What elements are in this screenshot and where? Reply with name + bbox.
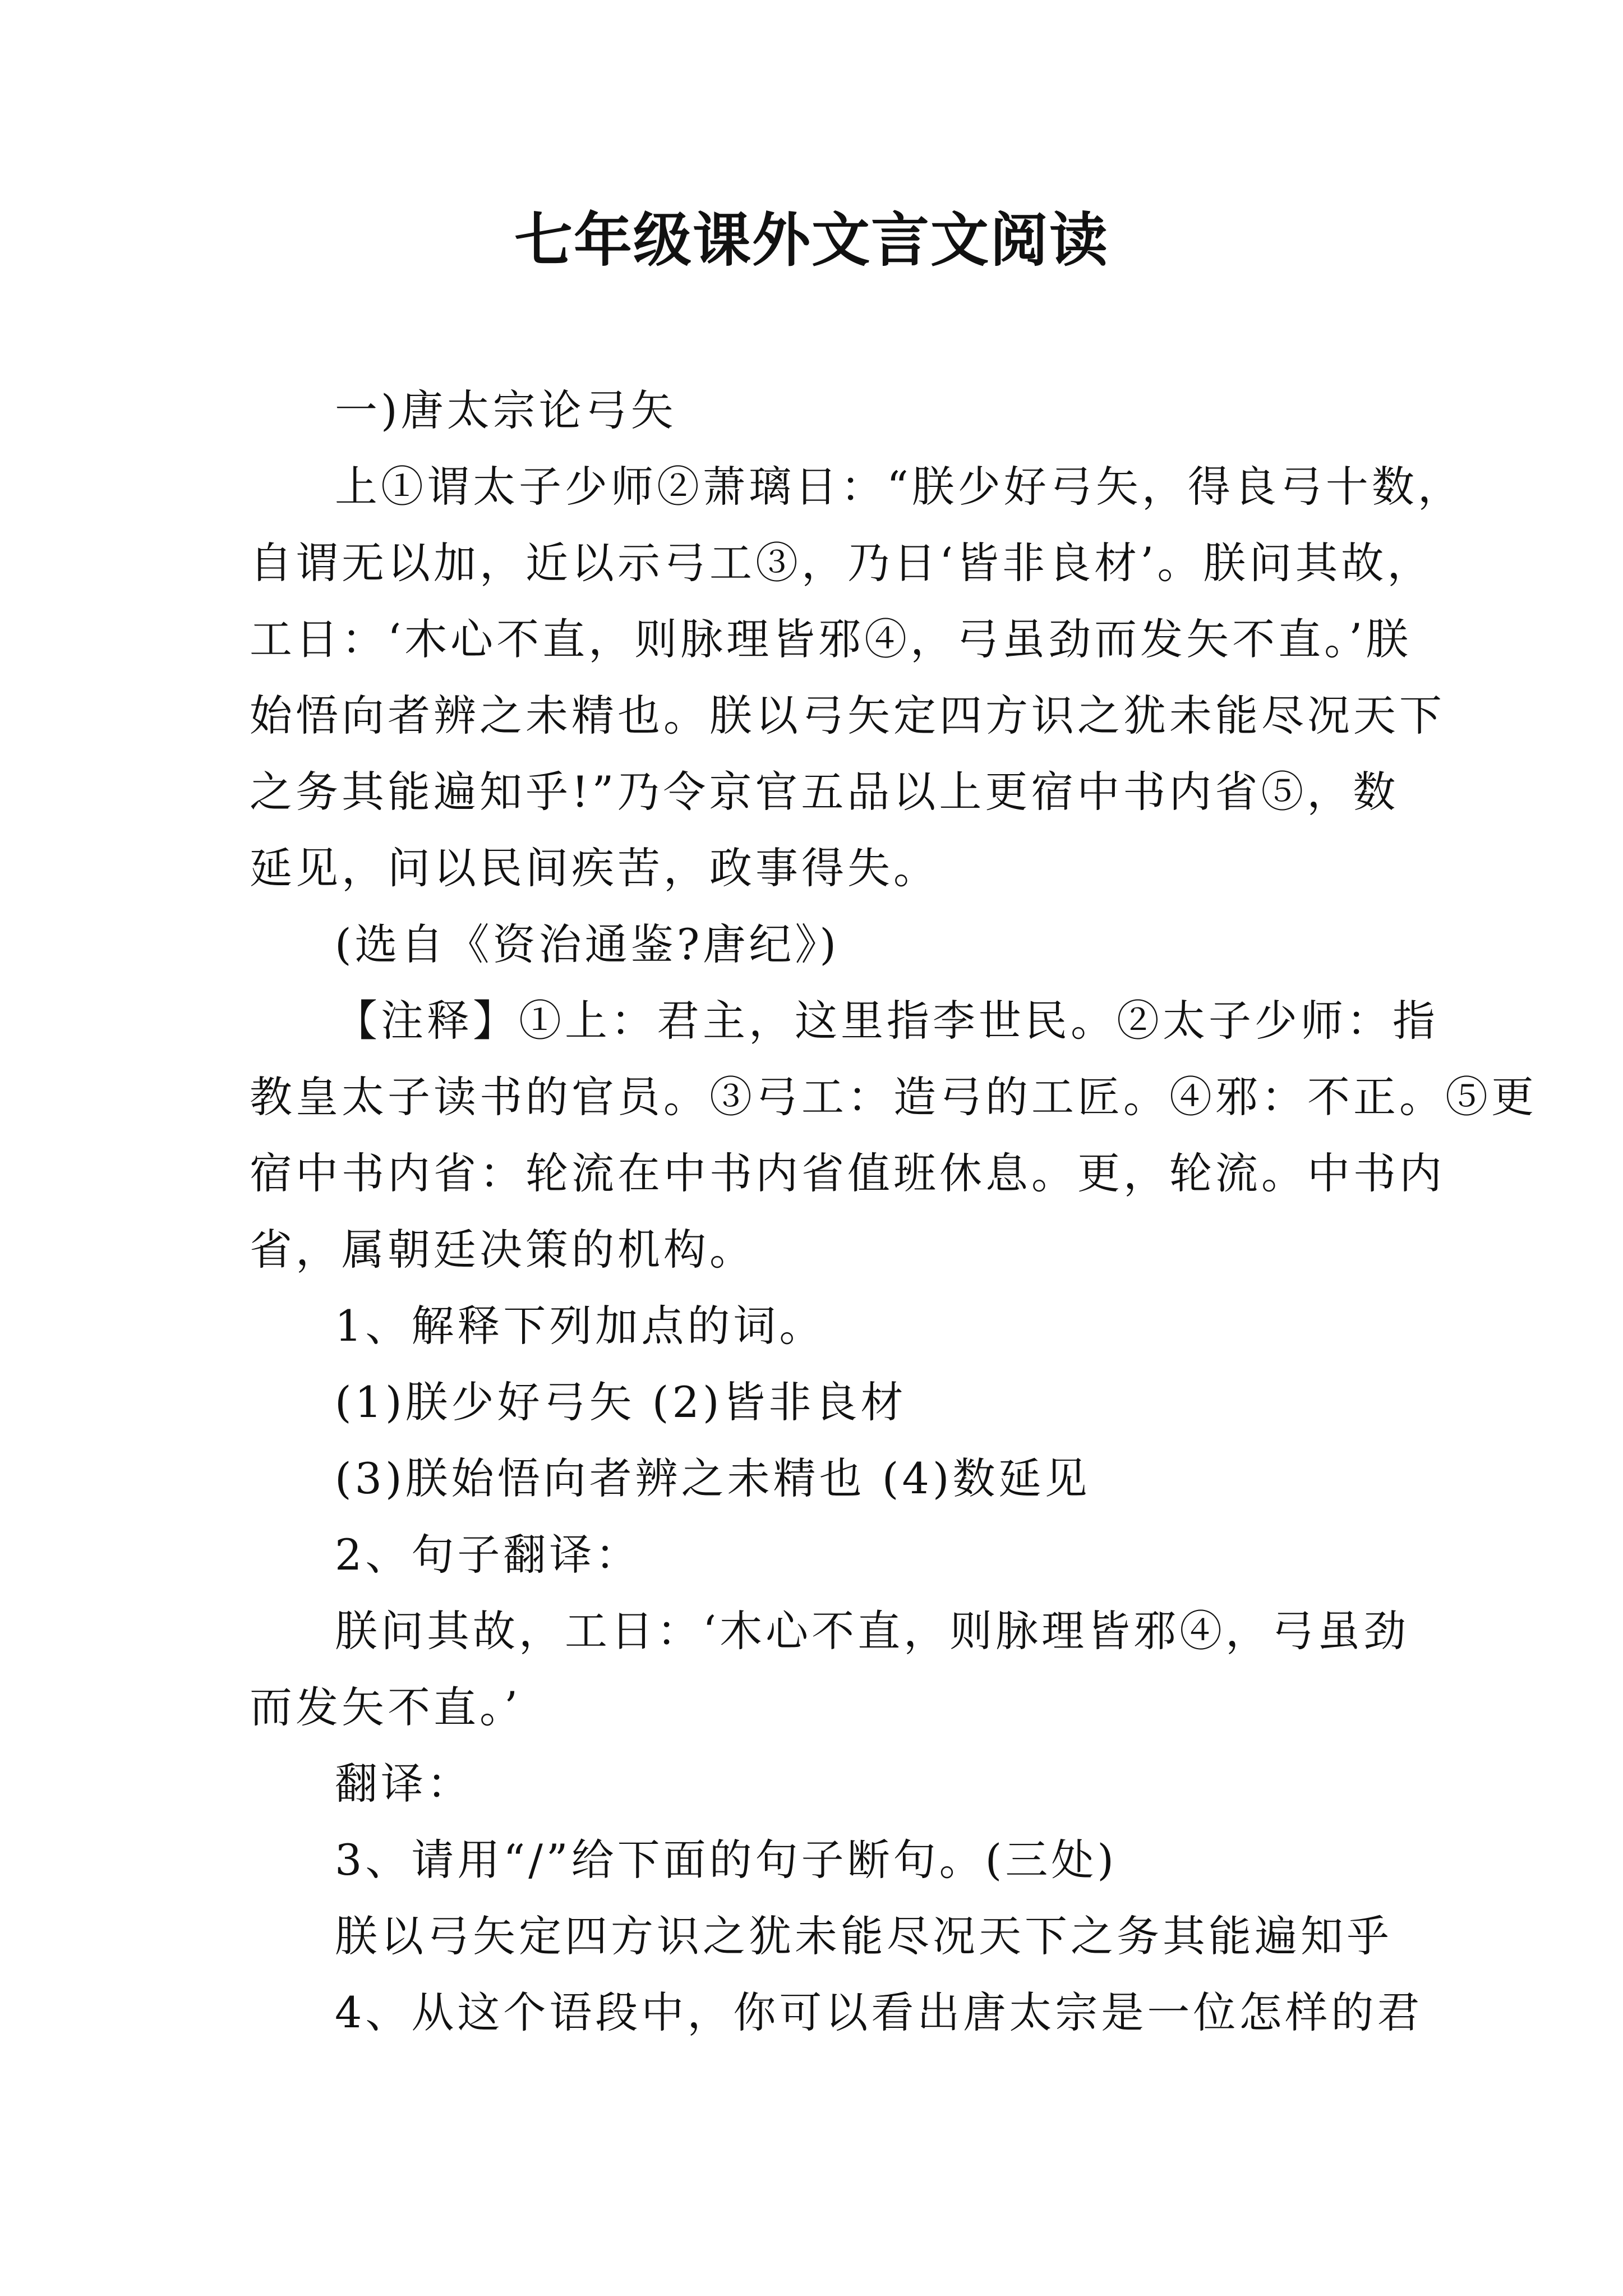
text-line: 始悟向者辨之未精也。朕以弓矢定四方识之犹未能尽况天下 bbox=[250, 691, 1445, 740]
text-line: 延见，问以民间疾苦，政事得失。 bbox=[250, 843, 939, 893]
text-line: 之务其能遍知乎!”乃令京官五品以上更宿中书内省⑤，数 bbox=[250, 767, 1399, 817]
page-title: 七年级课外文言文阅读 bbox=[514, 205, 1109, 274]
text-line: 省，属朝廷决策的机构。 bbox=[250, 1225, 755, 1274]
text-line: 宿中书内省：轮流在中书内省值班休息。更，轮流。中书内 bbox=[250, 1148, 1445, 1198]
text-line: 教皇太子读书的官员。③弓工：造弓的工匠。④邪：不正。⑤更 bbox=[250, 1072, 1537, 1122]
text-line: (选自《资治通鉴?唐纪》) bbox=[335, 919, 840, 969]
text-line: 朕以弓矢定四方识之犹未能尽况天下之务其能遍知乎 bbox=[335, 1911, 1393, 1961]
text-line: (1)朕少好弓矢 (2)皆非良材 bbox=[335, 1377, 907, 1427]
text-line: 朕问其故，工日：‘木心不直，则脉理皆邪④，弓虽劲 bbox=[335, 1606, 1410, 1656]
text-line: 工日：‘木心不直，则脉理皆邪④，弓虽劲而发矢不直。’朕 bbox=[250, 614, 1412, 664]
text-line: (3)朕始悟向者辨之未精也 (4)数延见 bbox=[335, 1453, 1091, 1503]
document-body bbox=[250, 372, 1537, 2051]
text-line: 一)唐太宗论弓矢 bbox=[335, 385, 677, 435]
text-line: 2、句子翻译： bbox=[335, 1530, 642, 1580]
text-line: 自谓无以加，近以示弓工③，乃日‘皆非良材’。朕问其故， bbox=[250, 538, 1433, 588]
text-line: 上①谓太子少师②萧璃日：“朕少好弓矢，得良弓十数， bbox=[335, 462, 1464, 512]
text-line: 4、从这个语段中，你可以看出唐太宗是一位怎样的君 bbox=[335, 1987, 1423, 2037]
text-line: 而发矢不直。’ bbox=[250, 1682, 522, 1732]
text-line: 1、解释下列加点的词。 bbox=[335, 1301, 826, 1351]
text-line: 翻译： bbox=[335, 1759, 473, 1809]
text-line: 3、请用“/”给下面的句子断句。(三处) bbox=[335, 1835, 1117, 1885]
text-line: 【注释】①上：君主，这里指李世民。②太子少师：指 bbox=[335, 996, 1438, 1046]
